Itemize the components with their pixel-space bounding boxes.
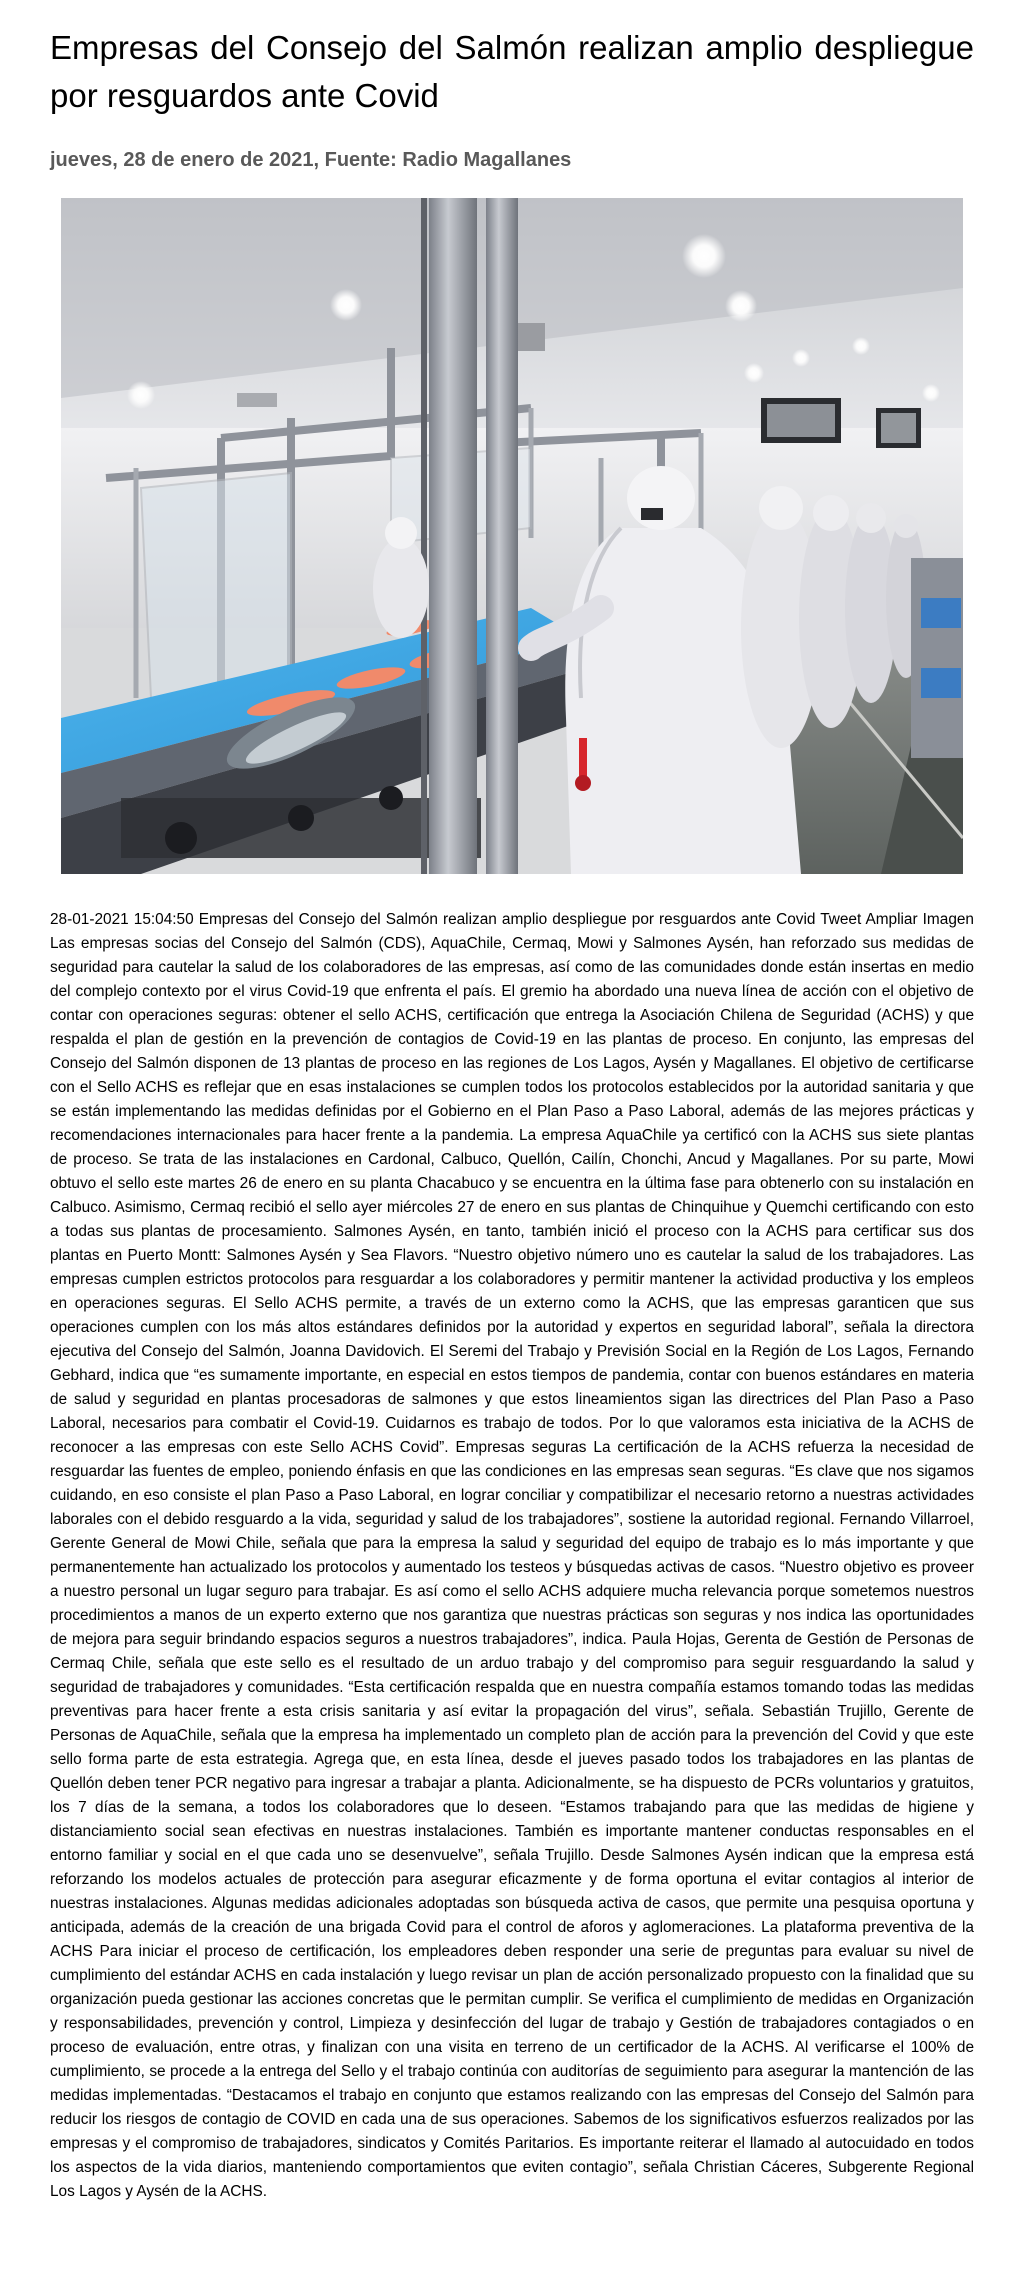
article-title: Empresas del Consejo del Salmón realizan amplio despliegue por resguardos ante Covid	[50, 29, 974, 114]
article-body: 28-01-2021 15:04:50 Empresas del Consejo del Salmón realizan amplio despliegue por resguardos ante Covid Tweet Ampliar Imagen Las empresas socias del Consejo del Salmón (CDS), AquaChile, Cermaq, Mowi y Salmones Aysén, han reforzado sus medidas de seguridad para cautelar la salud de los colaboradores de las empresas, así como de las comunidades donde están insertas en medio del complejo contexto por el virus Covid-19 que enfrenta el país. El gremio ha abordado una nueva línea de acción con el objetivo de contar con operaciones seguras: obtener el sello ACHS, certificación que entrega la Asociación Chilena de Seguridad (ACHS) y que respalda el plan de gestión en la prevención de contagios de Covid-19 en las plantas de proceso. En conjunto, las empresas del Consejo del Salmón disponen de 13 plantas de proceso en las regiones de Los Lagos, Aysén y Magallanes. El objetivo de certificarse con el Sello ACHS es reflejar que en esas instalaciones se cumplen todos los protocolos establecidos por la autoridad sanitaria y que se están implementando las medidas definidas por el Gobierno en el Plan Paso a Paso Laboral, además de las mejores prácticas y recomendaciones internacionales para hacer frente a la pandemia. La empresa AquaChile ya certificó con la ACHS sus siete plantas de proceso. Se trata de las instalaciones en Cardonal, Calbuco, Quellón, Cailín, Chonchi, Ancud y Magallanes. Por su parte, Mowi obtuvo el sello este martes 26 de enero en su planta Chacabuco y se encuentra en la última fase para obtenerlo con su instalación en Calbuco. Asimismo, Cermaq recibió el sello ayer miércoles 27 de enero en sus plantas de Chinquihue y Quemchi certificando con esto a todas sus plantas de procesamiento. Salmones Aysén, en tanto, también inició el proceso con la ACHS para certificar sus dos plantas en Puerto Montt: Salmones Aysén y Sea Flavors. “Nuestro objetivo número uno es cautelar la salud de los trabajadores. Las empresas cumplen estrictos protocolos para resguardar a los colaboradores y permitir mantener la actividad productiva y los empleos en operaciones seguras. El Sello ACHS permite, a través de un externo como la ACHS, que las empresas garanticen que sus operaciones cumplen con los más altos estándares definidos por la autoridad y expertos en seguridad laboral”, señala la directora ejecutiva del Consejo del Salmón, Joanna Davidovich. El Seremi del Trabajo y Previsión Social en la Región de Los Lagos, Fernando Gebhard, indica que “es sumamente importante, en especial en estos tiempos de pandemia, contar con buenos estándares en materia de salud y seguridad en plantas procesadoras de salmones y que estos lineamientos sigan las directrices del Plan Paso a Paso Laboral, necesarios para combatir el Covid-19. Cuidarnos es trabajo de todos. Por lo que valoramos esta iniciativa de la ACHS de reconocer a las empresas con este Sello ACHS Covid”. Empresas seguras La certificación de la ACHS refuerza la necesidad de resguardar las fuentes de empleo, poniendo énfasis en que las condiciones en las empresas sean seguras. “Es clave que nos sigamos cuidando, en eso consiste el plan Paso a Paso Laboral, en lograr conciliar y compatibilizar el necesario retorno a nuestras actividades laborales con el debido resguardo a la vida, seguridad y salud de los trabajadores”, sostiene la autoridad regional. Fernando Villarroel, Gerente General de Mowi Chile, señala que para la empresa la salud y seguridad del equipo de trabajo es lo más importante y que permanentemente han actualizado los protocolos y aumentado los testeos y búsquedas activas de casos. “Nuestro objetivo es proveer a nuestro personal un lugar seguro para trabajar. Es así como el sello ACHS adquiere mucha relevancia porque sometemos nuestros procedimientos a manos de un experto externo que nos garantiza que nuestras prácticas son seguras y nos indica las oportunidades de mejora para seguir brindando espacios seguros a nuestros trabajadores”, indica. Paula Hojas, Gerenta de Gestión de Personas de Cermaq Chile, señala que este sello es el resultado de un arduo trabajo y del compromiso para seguir resguardando la salud y seguridad de trabajadores y comunidades. “Esta certificación respalda que en nuestra compañía estamos tomando todas las medidas preventivas para hacer frente a esta crisis sanitaria y así evitar la propagación del virus”, señala. Sebastián Trujillo, Gerente de Personas de AquaChile, señala que la empresa ha implementado un completo plan de acción para la prevención del Covid y que este sello forma parte de esta estrategia. Agrega que, en esta línea, desde el jueves pasado todos los trabajadores en las plantas de Quellón deben tener PCR negativo para ingresar a trabajar a planta. Adicionalmente, se ha dispuesto de PCRs voluntarios y gratuitos, los 7 días de la semana, a todos los colaboradores que lo deseen. “Estamos trabajando para que las medidas de higiene y distanciamiento social sean efectivas en nuestras instalaciones. También es importante mantener conductas responsables en el entorno familiar y social en el que cada uno se desenvuelve”, señala Trujillo. Desde Salmones Aysén indican que la empresa está reforzando los modelos actuales de protección para asegurar eficazmente y de forma oportuna el evitar contagios al interior de nuestras instalaciones. Algunas medidas adicionales adoptadas son búsqueda activa de casos, que permite una pesquisa oportuna y anticipada, además de la creación de una brigada Covid para el control de aforos y aglomeraciones. La plataforma preventiva de la ACHS Para iniciar el proceso de certificación, los empleadores deben responder una serie de preguntas para evaluar su nivel de cumplimiento del estándar ACHS en cada instalación y luego revisar un plan de acción personalizado propuesto con la finalidad que su organización pueda gestionar las acciones concretas que le permitan cumplir. Se verifica el cumplimiento de medidas en Organización y responsabilidades, prevención y control, Limpieza y desinfección del lugar de trabajo y Gestión de trabajadores contagiados o en proceso de evaluación, entre otras, y finalizan con una visita en terreno de un certificador de la ACHS. Al verificarse el 100% de cumplimiento, se procede a la entrega del Sello y el trabajo continúa con auditorías de seguimiento para asegurar la mantención de las medidas implementadas. “Destacamos el trabajo en conjunto que estamos realizando con las empresas del Consejo del Salmón para reducir los riesgos de contagio de COVID en cada una de sus operaciones. Sabemos de los significativos esfuerzos realizados por las empresas y el compromiso de trabajadores, sindicatos y Comités Paritarios. Es importante reiterar el llamado al autocuidado en todos los aspectos de la vida diarios, manteniendo comportamientos que eviten contagio”, señala Christian Cáceres, Subgerente Regional Los Lagos y Aysén de la ACHS.	[50, 911, 974, 2200]
salmon-processing-plant-photo-icon	[61, 198, 963, 874]
article-photo	[61, 198, 963, 874]
article-date-source: jueves, 28 de enero de 2021, Fuente: Radio Magallanes	[50, 149, 572, 171]
